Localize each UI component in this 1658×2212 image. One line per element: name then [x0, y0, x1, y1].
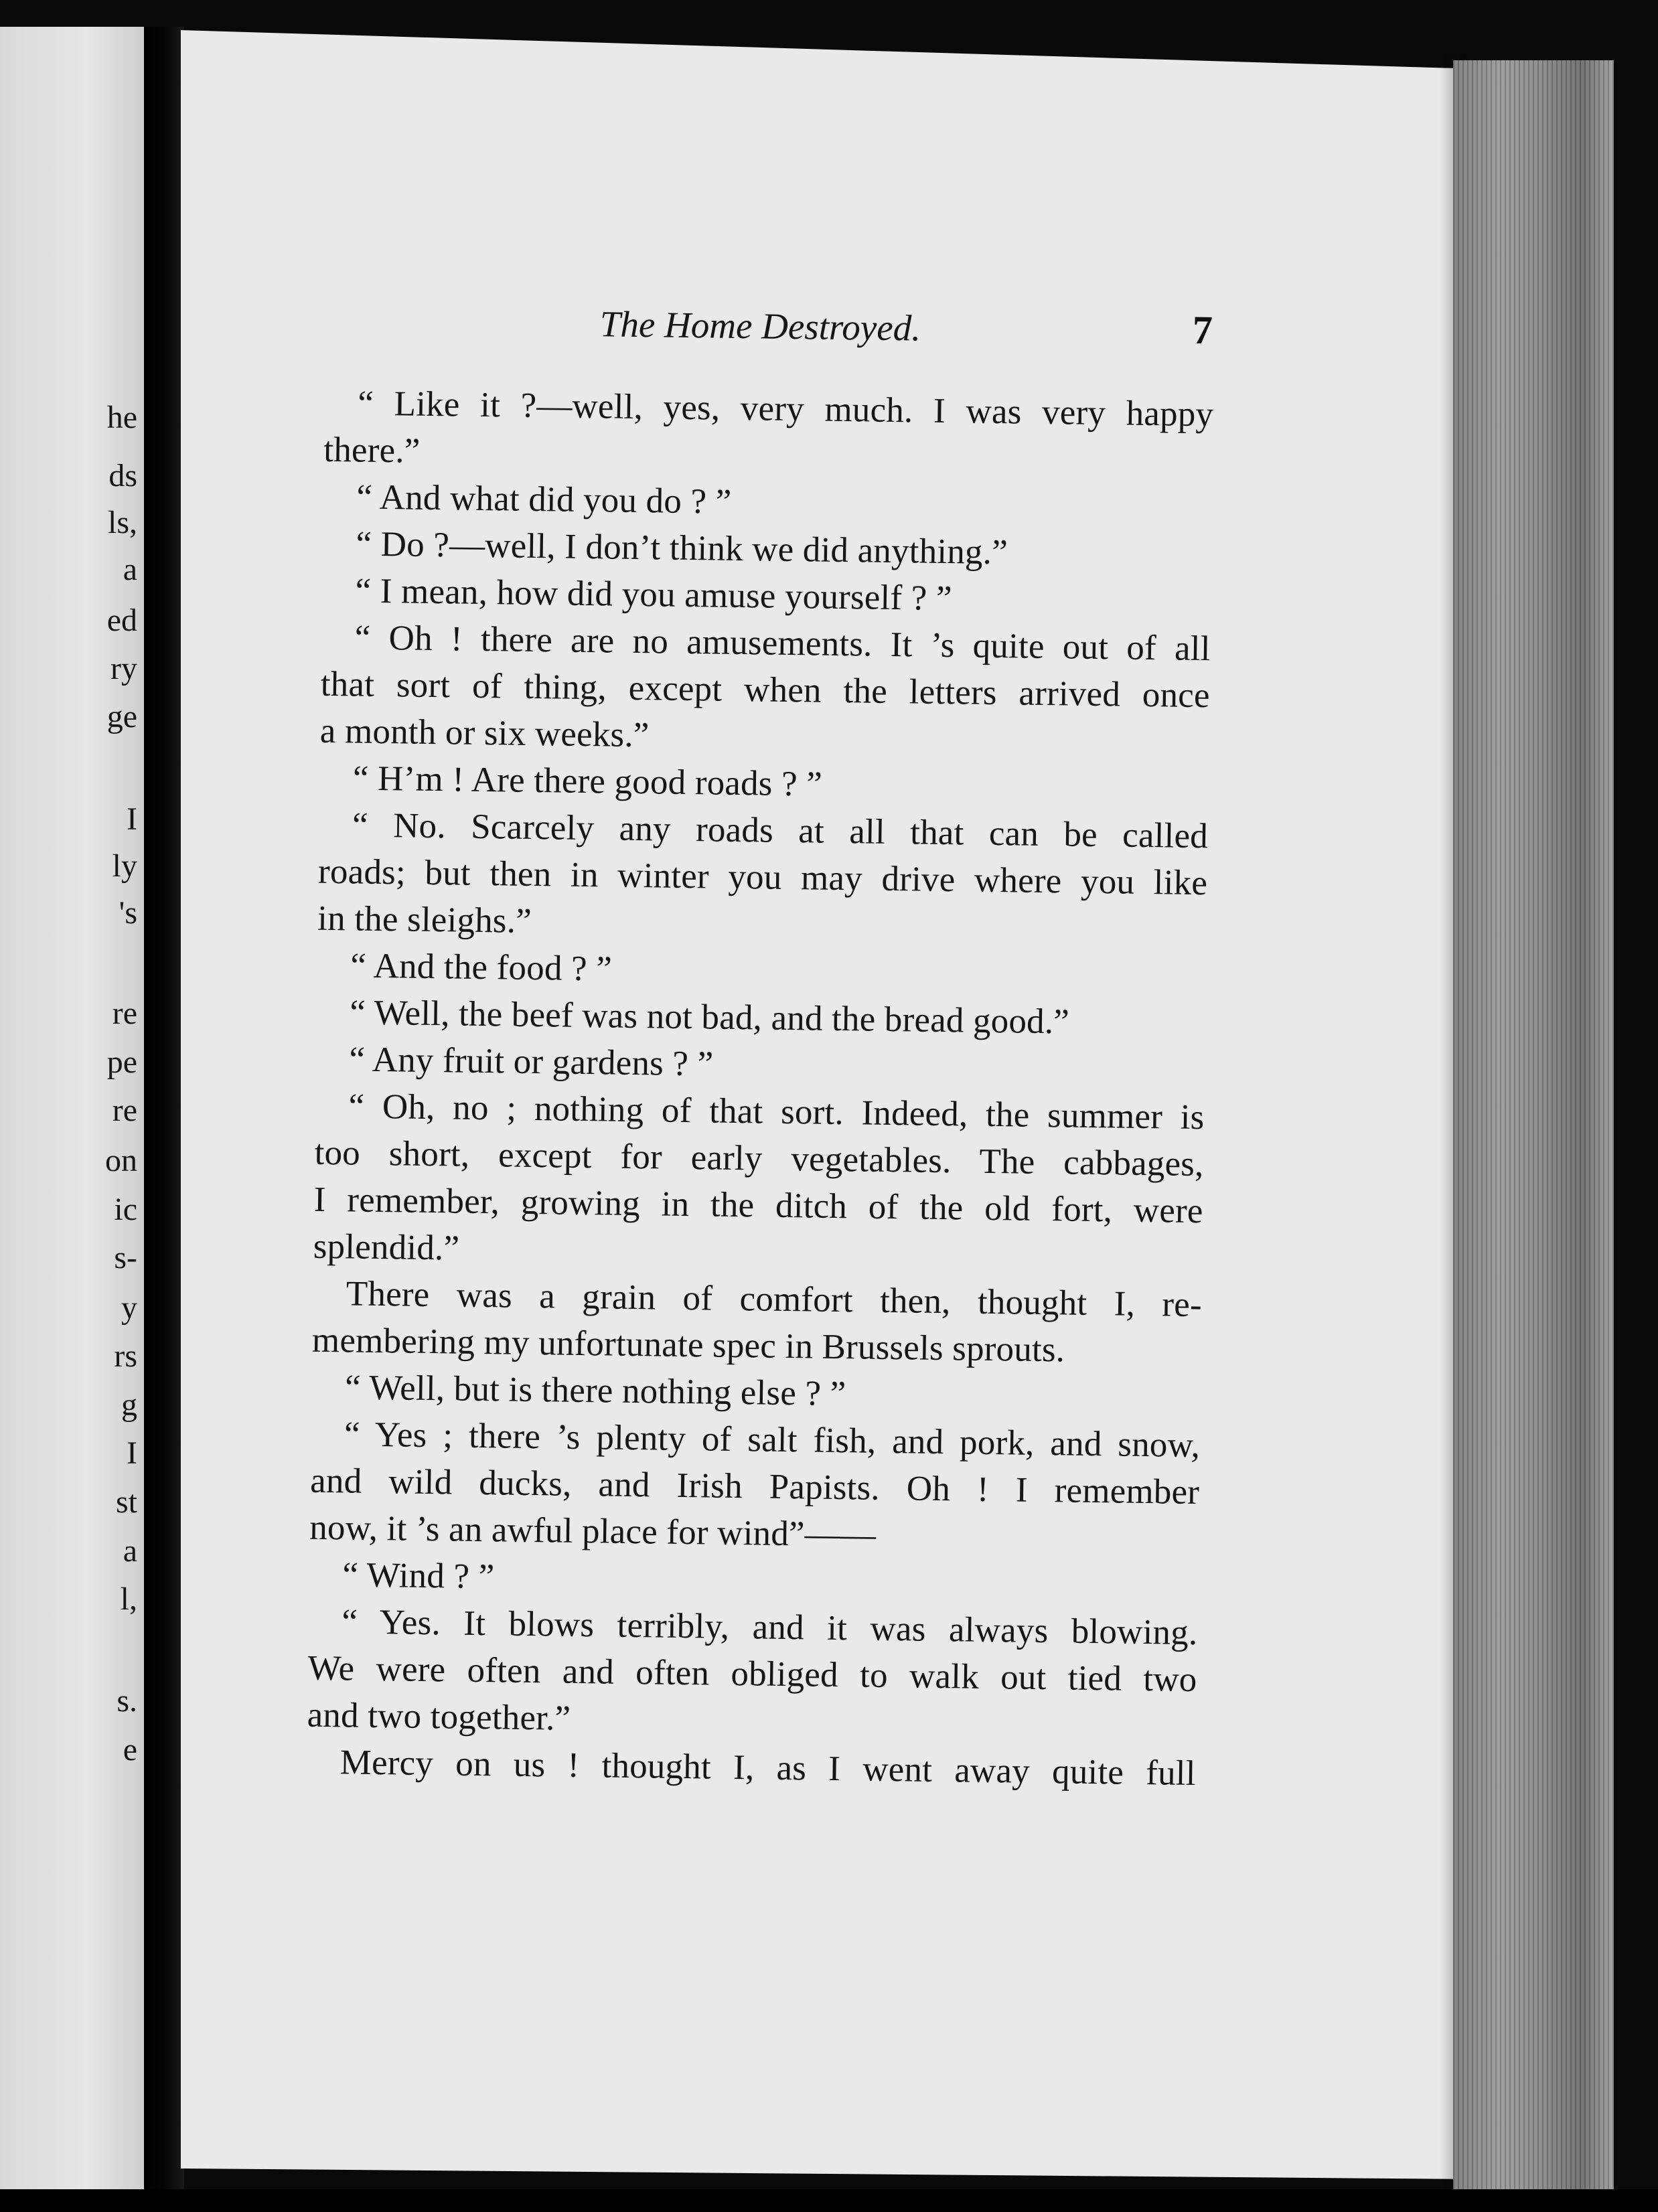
text-line: there.” [323, 430, 421, 471]
left-page-fragment: he [106, 400, 137, 435]
text-line: in the sleighs.” [317, 898, 532, 941]
left-page-fragment: on [105, 1143, 137, 1178]
left-page-fragment: ry [110, 651, 137, 686]
text-line: I remember, growing in the ditch of the old fort, were [313, 1180, 1204, 1231]
text-line: and two together.” [307, 1695, 571, 1738]
left-page-fragment: s. [117, 1683, 137, 1719]
left-page-fragment: y [121, 1290, 137, 1326]
text-line: “ Do ?—well, I don’t think we did anything.” [356, 524, 1008, 572]
text-line: “ Oh, no ; nothing of that sort. Indeed, the summer is [348, 1087, 1205, 1137]
left-page-fragment: ge [106, 699, 137, 734]
text-line: “ Well, the beef was not bad, and the bread good.” [350, 993, 1070, 1042]
left-page-fragment: st [115, 1484, 137, 1520]
left-page-fragment: I [127, 801, 137, 837]
left-page-fragment: g [121, 1387, 137, 1423]
text-line: “ No. Scarcely any roads at all that can be called [352, 805, 1209, 856]
text-line: “ Well, but is there nothing else ? ” [344, 1368, 846, 1414]
left-page-fragment: pe [106, 1044, 137, 1080]
left-page-fragment: ly [112, 848, 137, 884]
left-page-fragment: I [127, 1435, 137, 1471]
left-page-fragment: a [123, 552, 137, 587]
left-page-fragment: l, [120, 1581, 137, 1617]
text-line: We were often and often obliged to walk out tied two [307, 1648, 1197, 1700]
text-line: that sort of thing, except when the letters arrived once [320, 664, 1211, 716]
left-page-fragment: re [112, 1093, 137, 1128]
text-line: “ H’m ! Are there good roads ? ” [352, 759, 823, 804]
text-line: Mercy on us ! thought I, as I went away quite full [340, 1743, 1197, 1794]
left-page-fragment: ed [106, 603, 137, 638]
text-line: There was a grain of comfort then, thought I, re- [346, 1274, 1203, 1325]
text-line: membering my unfortunate spec in Brussels sprouts. [311, 1320, 1065, 1370]
text-line: “ Yes ; there ’s plenty of salt fish, and pork, and snow, [344, 1415, 1201, 1466]
text-line: a month or six weeks.” [319, 711, 650, 755]
text-line: “ Like it ?—well, yes, very much. I was very happy [357, 384, 1214, 434]
text-line: now, it ’s an awful place for wind”—— [309, 1508, 877, 1555]
left-page-fragment: ic [114, 1192, 137, 1227]
left-page-fragment: s- [114, 1240, 137, 1275]
left-page-fragment: e [123, 1732, 137, 1767]
text-line: “ And what did you do ? ” [356, 477, 732, 522]
left-page-fragment: re [112, 996, 137, 1031]
text-line: “ Yes. It blows terribly, and it was always blowing. [342, 1602, 1198, 1653]
left-page-fragment: ds [108, 458, 137, 493]
text-line: “ And the food ? ” [350, 946, 613, 989]
text-line: and wild ducks, and Irish Papists. Oh ! I remember [309, 1461, 1200, 1512]
text-line: “ I mean, how did you amuse yourself ? ” [355, 571, 953, 619]
running-head: The Home Destroyed. [599, 303, 921, 349]
text-line: too short, except for early vegetables. The cabbages, [314, 1133, 1204, 1184]
text-line: “ Oh ! there are no amusements. It ’s quite out of all [354, 618, 1211, 669]
text-line: roads; but then in winter you may drive where you like [317, 852, 1208, 903]
text-line: splendid.” [313, 1227, 460, 1268]
left-page-fragment: ls, [107, 505, 137, 540]
left-page-fragment: a [123, 1533, 137, 1569]
page-number: 7 [1192, 307, 1213, 353]
left-page-fragment: 's [119, 895, 137, 931]
text-line: “ Wind ? ” [342, 1555, 495, 1597]
text-line: “ Any fruit or gardens ? ” [349, 1040, 714, 1084]
left-page-fragment: rs [114, 1338, 137, 1374]
